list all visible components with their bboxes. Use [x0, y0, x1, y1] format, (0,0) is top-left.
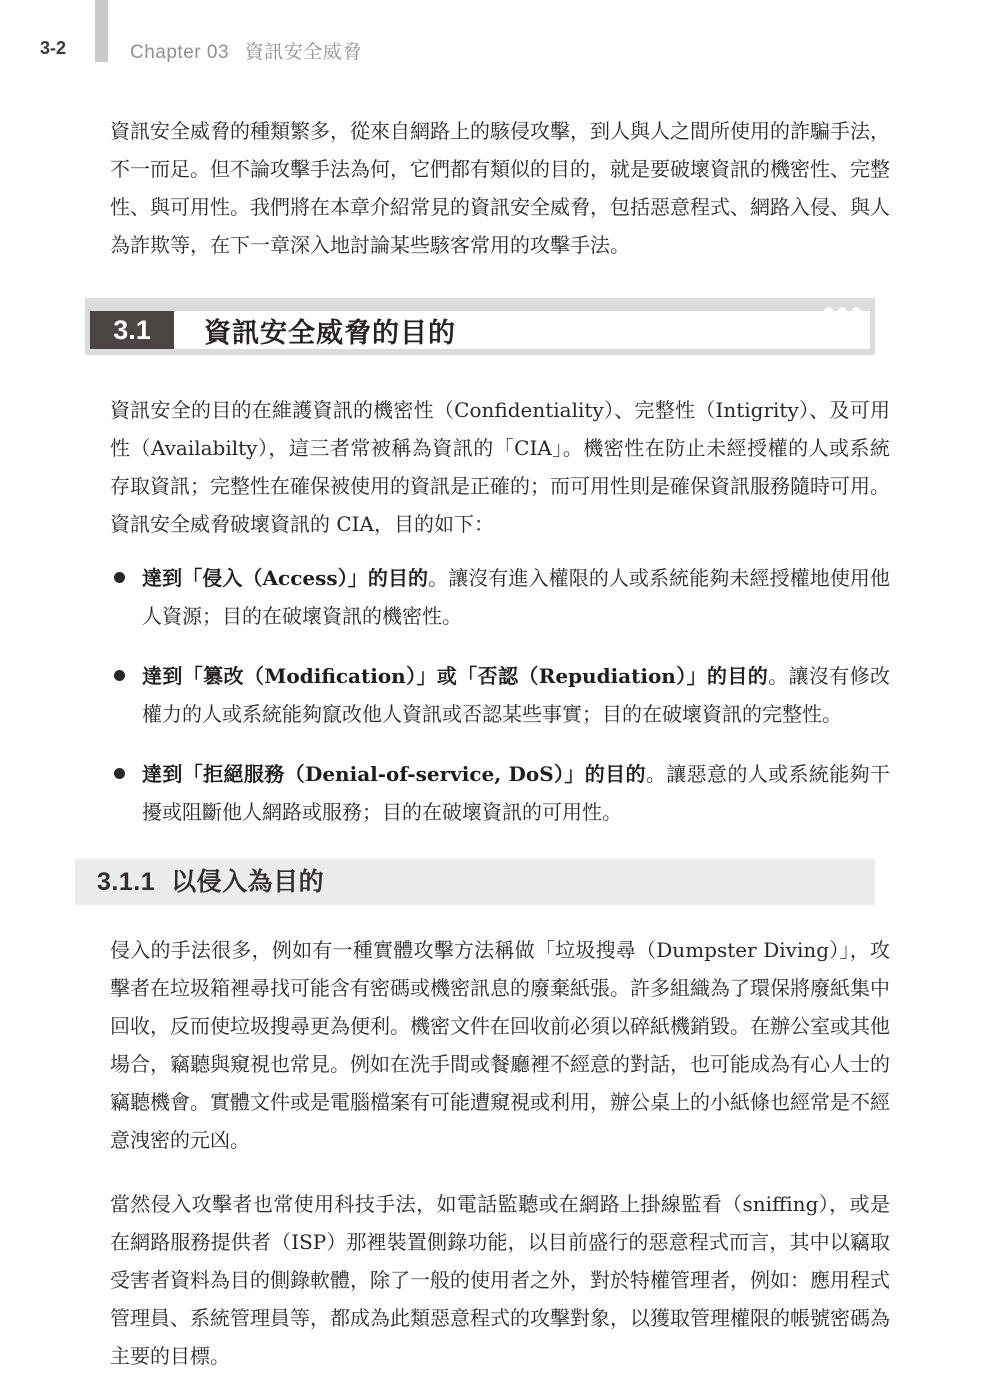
bullet-icon — [114, 768, 125, 779]
page-number: 3-2 — [40, 38, 67, 58]
subsection-paragraph-1: 侵入的手法很多，例如有一種實體攻擊方法稱做「垃圾搜尋（Dumpster Diving）」，攻擊者在垃圾箱裡尋找可能含有密碼或機密訊息的廢棄紙張。許多組織為了環保將廢紙集中回收，反而使垃圾搜尋更為便利。機密文件在回收前必須以碎紙機銷毀。在辦公室或其他場合，竊聽與窺視也常見。例如在洗手間或餐廳裡不經意的對話，也可能成為有心人士的竊聽機會。實體文件或是電腦檔案有可能遭窺視或利用，辦公桌上的小紙條也經常是不經意洩密的元凶。 — [110, 938, 890, 1152]
subsection-paragraph-2: 當然侵入攻擊者也常使用科技手法，如電話監聽或在網路上掛線監看（sniffing），或是在網路服務提供者（ISP）那裡裝置側錄功能，以目前盛行的惡意程式而言，其中以竊取受害者資料為目的側錄軟體，除了一般的使用者之外，對於特權管理者，例如：應用程式管理員、系統管理員等，都成為此類惡意程式的攻擊對象，以獲取管理權限的帳號密碼為主要的目標。 — [110, 1192, 890, 1368]
section-title: 資訊安全威脅的目的 — [204, 317, 456, 348]
bullet-item-modification — [110, 657, 890, 733]
bullet-text — [142, 657, 890, 733]
bullet-rest: 。讓沒有修改權力的人或系統能夠竄改他人資訊或否認某些事實；目的在破壞資訊的完整性。 — [142, 664, 890, 726]
page-content — [0, 70, 1000, 1375]
bullet-rest: 。讓沒有進入權限的人或系統能夠未經授權地使用他人資源；目的在破壞資訊的機密性。 — [142, 566, 891, 628]
section-body-paragraph: 資訊安全的目的在維護資訊的機密性（Confidentiality）、完整性（Intigrity）、及可用性（Availabilty），這三者常被稱為資訊的「CIA」。機密性在防止未經授權的人或系統存取資訊；完整性在確保被使用的資訊是正確的；而可用性則是確保資訊服務隨時可用。資訊安全威脅破壞資訊的 CIA，目的如下： — [110, 398, 890, 536]
section-number-badge: 3.1 — [90, 311, 174, 349]
bullet-lead: 達到「拒絕服務（Denial-of-service, DoS）」的目的 — [142, 762, 646, 786]
bullet-text — [142, 755, 890, 831]
chapter-title: 資訊安全威脅 — [244, 42, 362, 63]
bullet-text — [142, 559, 890, 635]
goal-bullet-list — [110, 559, 890, 831]
section-header — [85, 298, 875, 355]
chapter-heading — [130, 37, 372, 64]
bullet-lead: 達到「篡改（Modification）」或「否認（Repudiation）」的目的 — [142, 664, 769, 688]
bullet-icon — [114, 572, 125, 583]
subsection-header — [75, 859, 875, 905]
bullet-icon — [114, 670, 125, 681]
bullet-item-dos — [110, 755, 890, 831]
subsection-number: 3.1.1 — [97, 868, 156, 896]
bullet-lead: 達到「侵入（Access）」的目的 — [142, 566, 429, 590]
intro-paragraph: 資訊安全威脅的種類繁多，從來自網路上的駭侵攻擊，到人與人之間所使用的詐騙手法，不一而足。但不論攻擊手法為何，它們都有類似的目的，就是要破壞資訊的機密性、完整性、與可用性。我們將在本章介紹常見的資訊安全威脅，包括惡意程式、網路入侵、與人為詐欺等，在下一章深入地討論某些駭客常用的攻擊手法。 — [110, 119, 890, 257]
chapter-label: Chapter 03 — [130, 42, 230, 63]
bullet-rest: 。讓惡意的人或系統能夠干擾或阻斷他人網路或服務；目的在破壞資訊的可用性。 — [142, 762, 890, 824]
bullet-item-access — [110, 559, 890, 635]
page-header — [0, 0, 1000, 70]
header-divider-bar — [95, 0, 108, 62]
window-dots-icon — [819, 301, 861, 320]
section-header-row — [90, 311, 870, 349]
subsection-title: 以侵入為目的 — [171, 868, 325, 896]
